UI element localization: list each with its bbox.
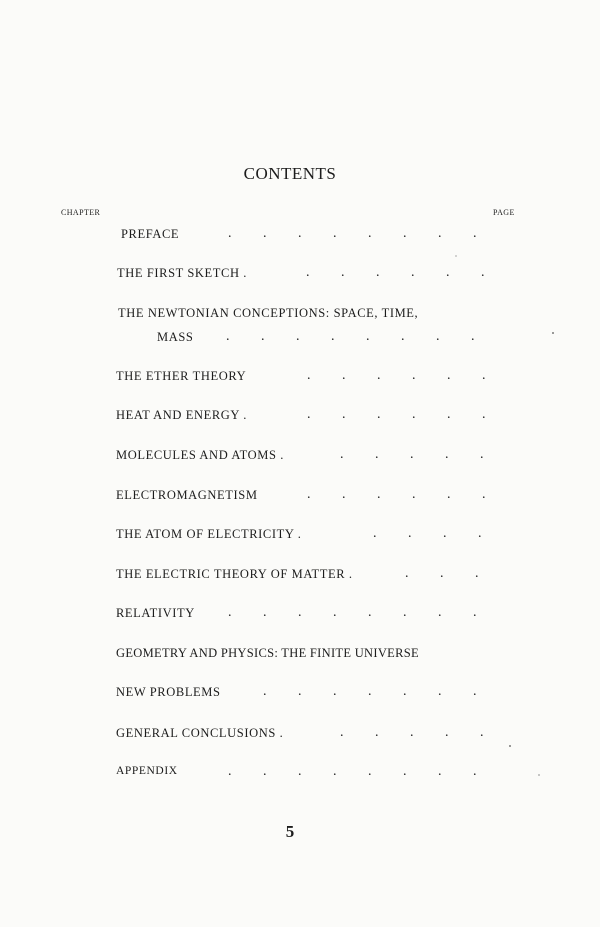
toc-entry-title-continued: MASS [157,330,194,344]
toc-entry-title: PREFACE [121,227,180,241]
paper-speck [538,774,540,776]
toc-entry-title: GEOMETRY AND PHYSICS: THE FINITE UNIVERSE [116,646,419,660]
toc-entry-title: THE FIRST SKETCH . [117,266,248,280]
page-number: 5 [285,822,295,841]
toc-entry-title: THE ELECTRIC THEORY OF MATTER . [116,567,353,581]
paper-speck [455,255,457,257]
dot-leader: . . . . . [340,725,498,740]
toc-entry-title: NEW PROBLEMS [116,685,221,699]
dot-leader: . . . . . . [307,487,500,502]
page-title: CONTENTS [243,164,337,183]
dot-leader: . . . . . . . . [226,329,489,344]
dot-leader: . . . . . . [307,368,500,383]
toc-entry-title: HEAT AND ENERGY . [116,408,248,422]
dot-leader: . . . . . [340,447,498,462]
chapter-column-header: CHAPTER [61,208,101,217]
toc-entry-title: THE ATOM OF ELECTRICITY . [116,527,302,541]
toc-entry-title: RELATIVITY [116,606,195,620]
dot-leader: . . . . . . [307,407,500,422]
dot-leader: . . . . . . . . [228,764,491,779]
dot-leader: . . . [405,566,493,581]
toc-entry-title: THE NEWTONIAN CONCEPTIONS: SPACE, TIME, [118,306,419,320]
dot-leader: . . . . . . . [263,684,491,699]
toc-entry-title: ELECTROMAGNETISM [116,488,258,502]
dot-leader: . . . . . . [306,265,499,280]
dot-leader: . . . . [373,526,496,541]
paper-speck [552,332,554,334]
toc-entry-title: GENERAL CONCLUSIONS . [116,726,284,740]
toc-entry-title: THE ETHER THEORY [116,369,247,383]
toc-entry-title: APPENDIX [116,765,178,777]
dot-leader: . . . . . . . . [228,226,491,241]
page-column-header: PAGE [493,208,515,217]
dot-leader: . . . . . . . . [228,605,491,620]
paper-speck [509,745,511,747]
toc-entry-title: MOLECULES AND ATOMS . [116,448,284,462]
